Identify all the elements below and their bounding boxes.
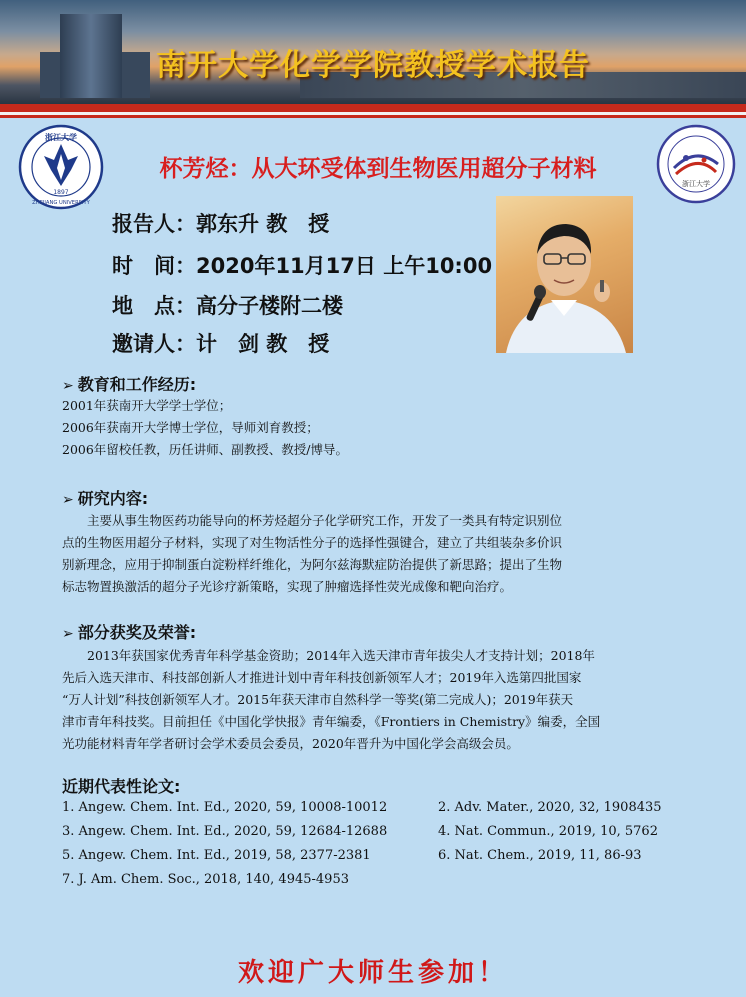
zju-logo-icon (18, 124, 104, 210)
education-list (62, 395, 348, 461)
speaker-line: 报告人：郭东升 教 授 (112, 212, 330, 236)
awards-heading: ➢ 部分获奖及荣誉: (62, 623, 197, 642)
awards-line: 光功能材料青年学者研讨会学术委员会委员，2020年晋升为中国化学会高级会员。 (62, 736, 519, 751)
talk-title: 杯芳烃：从大环受体到生物医用超分子材料 (159, 155, 597, 182)
banner-title: 南开大学化学学院教授学术报告 (156, 48, 590, 83)
awards-line: “万人计划”科技创新领军人才。2015年获天津市自然科学一等奖(第二完成人)；2019年获天 (62, 692, 574, 707)
education-heading: ➢ 教育和工作经历: (62, 375, 197, 394)
awards-line: 先后入选天津市、科技部创新人才推进计划中青年科技创新领军人才；2019年入选第四批国家 (62, 670, 582, 685)
inviter-line: 邀请人：计 剑 教 授 (112, 332, 330, 356)
paper-item: 7. J. Am. Chem. Soc., 2018, 140, 4945-4953 (62, 872, 349, 887)
papers-heading: 近期代表性论文: (62, 777, 181, 796)
welcome-text: 欢迎广大师生参加！ (237, 958, 508, 988)
research-line: 主要从事生物医药功能导向的杯芳烃超分子化学研究工作，开发了一类具有特定识别位 (62, 513, 563, 528)
awards-line: 津市青年科技奖。目前担任《中国化学快报》青年编委，《Frontiers in Chemistry》编委，全国 (62, 714, 601, 729)
paper-item: 3. Angew. Chem. Int. Ed., 2020, 59, 12684-12688 (62, 824, 388, 839)
research-line: 别新理念，应用于抑制蛋白淀粉样纤维化，为阿尔兹海默症防治提供了新思路；提出了生物 (62, 557, 563, 572)
header-banner (0, 0, 746, 104)
zju-logo-cn: 浙江大学 (45, 132, 77, 142)
research-line: 点的生物医用超分子材料，实现了对生物活性分子的选择性强键合，建立了共组装杂多价识 (62, 535, 563, 550)
paper-item: 6. Nat. Chem., 2019, 11, 86-93 (438, 848, 642, 863)
paper-item: 2. Adv. Mater., 2020, 32, 1908435 (438, 800, 662, 815)
triangle-right-icon: ➢ (62, 378, 74, 394)
paper-item: 4. Nat. Commun., 2019, 10, 5762 (438, 824, 658, 839)
research-paragraph (62, 510, 712, 598)
paper-item: 1. Angew. Chem. Int. Ed., 2020, 59, 10008-10012 (62, 800, 388, 815)
place-line: 地 点：高分子楼附二楼 (112, 294, 343, 318)
research-line: 标志物置换激活的超分子光诊疗新策略，实现了肿瘤选择性荧光成像和靶向治疗。 (62, 579, 513, 594)
speaker-photo (496, 196, 633, 353)
triangle-right-icon: ➢ (62, 626, 74, 642)
institute-logo-icon (656, 124, 736, 204)
zju-logo-year: 1897 (53, 189, 69, 196)
research-heading: ➢ 研究内容: (62, 489, 149, 508)
divider-red (0, 104, 746, 112)
paper-item: 5. Angew. Chem. Int. Ed., 2019, 58, 2377-2381 (62, 848, 371, 863)
time-line: 时 间：2020年11月17日 上午10:00 (112, 254, 493, 278)
divider-red-thin (0, 115, 746, 118)
awards-paragraph (62, 645, 722, 755)
education-line: 2006年留校任教，历任讲师、副教授、教授/博导。 (62, 442, 349, 457)
education-line: 2006年获南开大学博士学位，导师刘育教授； (62, 420, 319, 435)
institute-logo-text: 浙江大学 (682, 180, 710, 188)
education-line: 2001年获南开大学学士学位； (62, 398, 232, 413)
zju-logo-en: ZHEJIANG UNIVERSITY (32, 200, 90, 206)
awards-line: 2013年获国家优秀青年科学基金资助；2014年入选天津市青年拔尖人才支持计划；2018年 (62, 648, 595, 663)
triangle-right-icon: ➢ (62, 492, 74, 508)
